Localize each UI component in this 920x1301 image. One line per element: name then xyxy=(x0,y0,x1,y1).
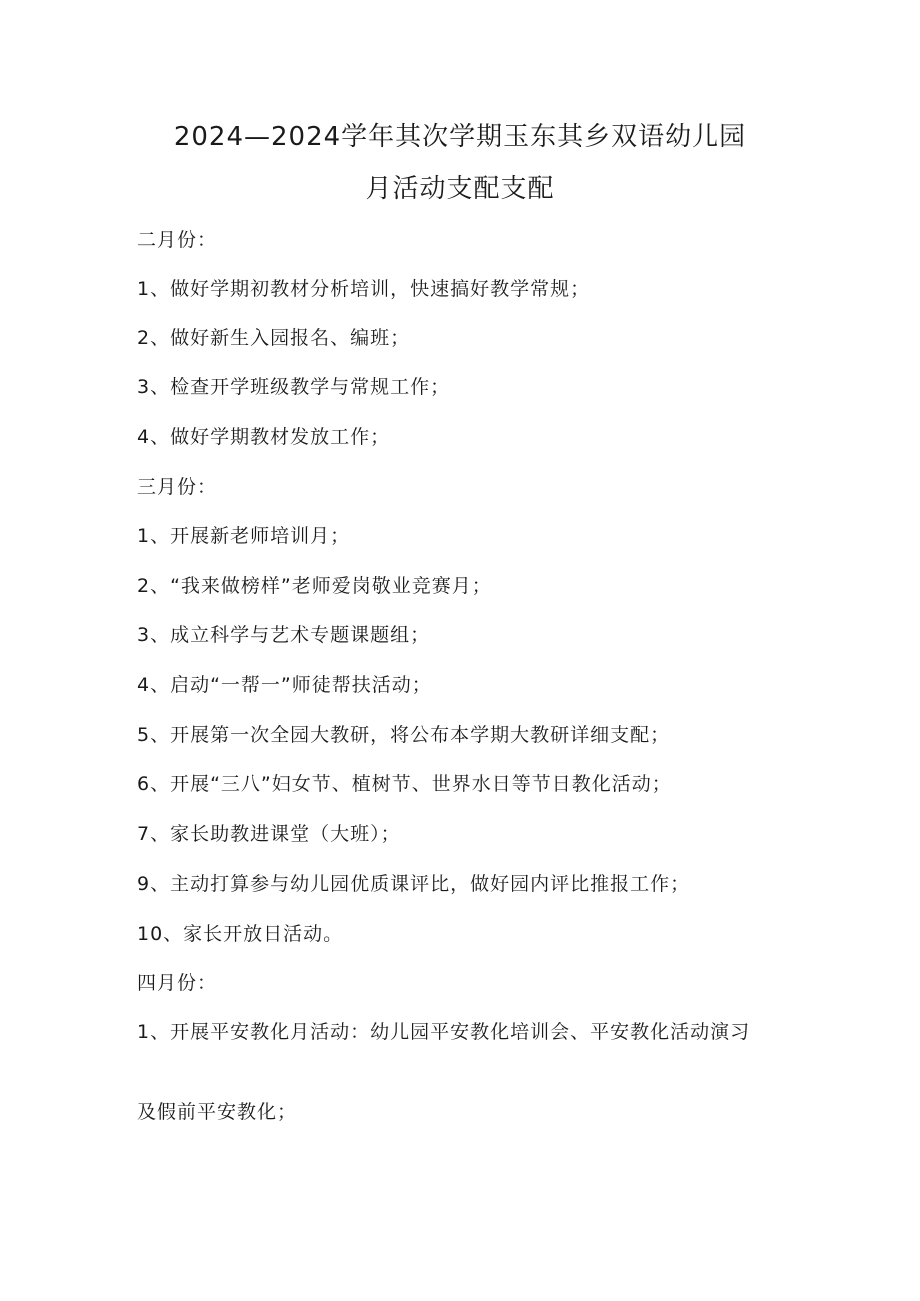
list-item: 3、成立科学与艺术专题课题组； xyxy=(137,624,431,646)
list-item: 6、开展“三八”妇女节、植树节、世界水日等节日教化活动； xyxy=(137,773,672,795)
section-heading-march: 三月份： xyxy=(137,476,218,498)
section-heading-april: 四月份： xyxy=(137,972,218,994)
document-title-line-1: 2024—2024学年其次学期玉东其乡双语幼儿园 xyxy=(173,122,747,152)
list-item: 9、主动打算参与幼儿园优质课评比，做好园内评比推报工作； xyxy=(137,873,691,895)
list-item: 5、开展第一次全园大教研，将公布本学期大教研详细支配； xyxy=(137,724,671,746)
list-item: 4、启动“一帮一”师徒帮扶活动； xyxy=(137,674,432,696)
list-item: 10、家长开放日活动。 xyxy=(137,923,344,945)
list-item: 2、“我来做榜样”老师爱岗敬业竞赛月； xyxy=(137,575,492,597)
list-item: 2、做好新生入园报名、编班； xyxy=(137,327,411,349)
list-item: 1、开展新老师培训月； xyxy=(137,525,351,547)
list-item: 7、家长助教进课堂（大班）； xyxy=(137,823,401,845)
section-heading-february: 二月份： xyxy=(137,229,218,251)
document-title-line-2: 月活动支配支配 xyxy=(365,174,555,204)
list-item: 3、检查开学班级教学与常规工作； xyxy=(137,376,451,398)
list-item: 4、做好学期教材发放工作； xyxy=(137,426,391,448)
list-item: 1、做好学期初教材分析培训，快速搞好教学常规； xyxy=(137,278,591,300)
list-item-continuation: 及假前平安教化； xyxy=(137,1101,298,1123)
list-item: 1、开展平安教化月活动：幼儿园平安教化培训会、平安教化活动演习 xyxy=(137,1021,751,1043)
